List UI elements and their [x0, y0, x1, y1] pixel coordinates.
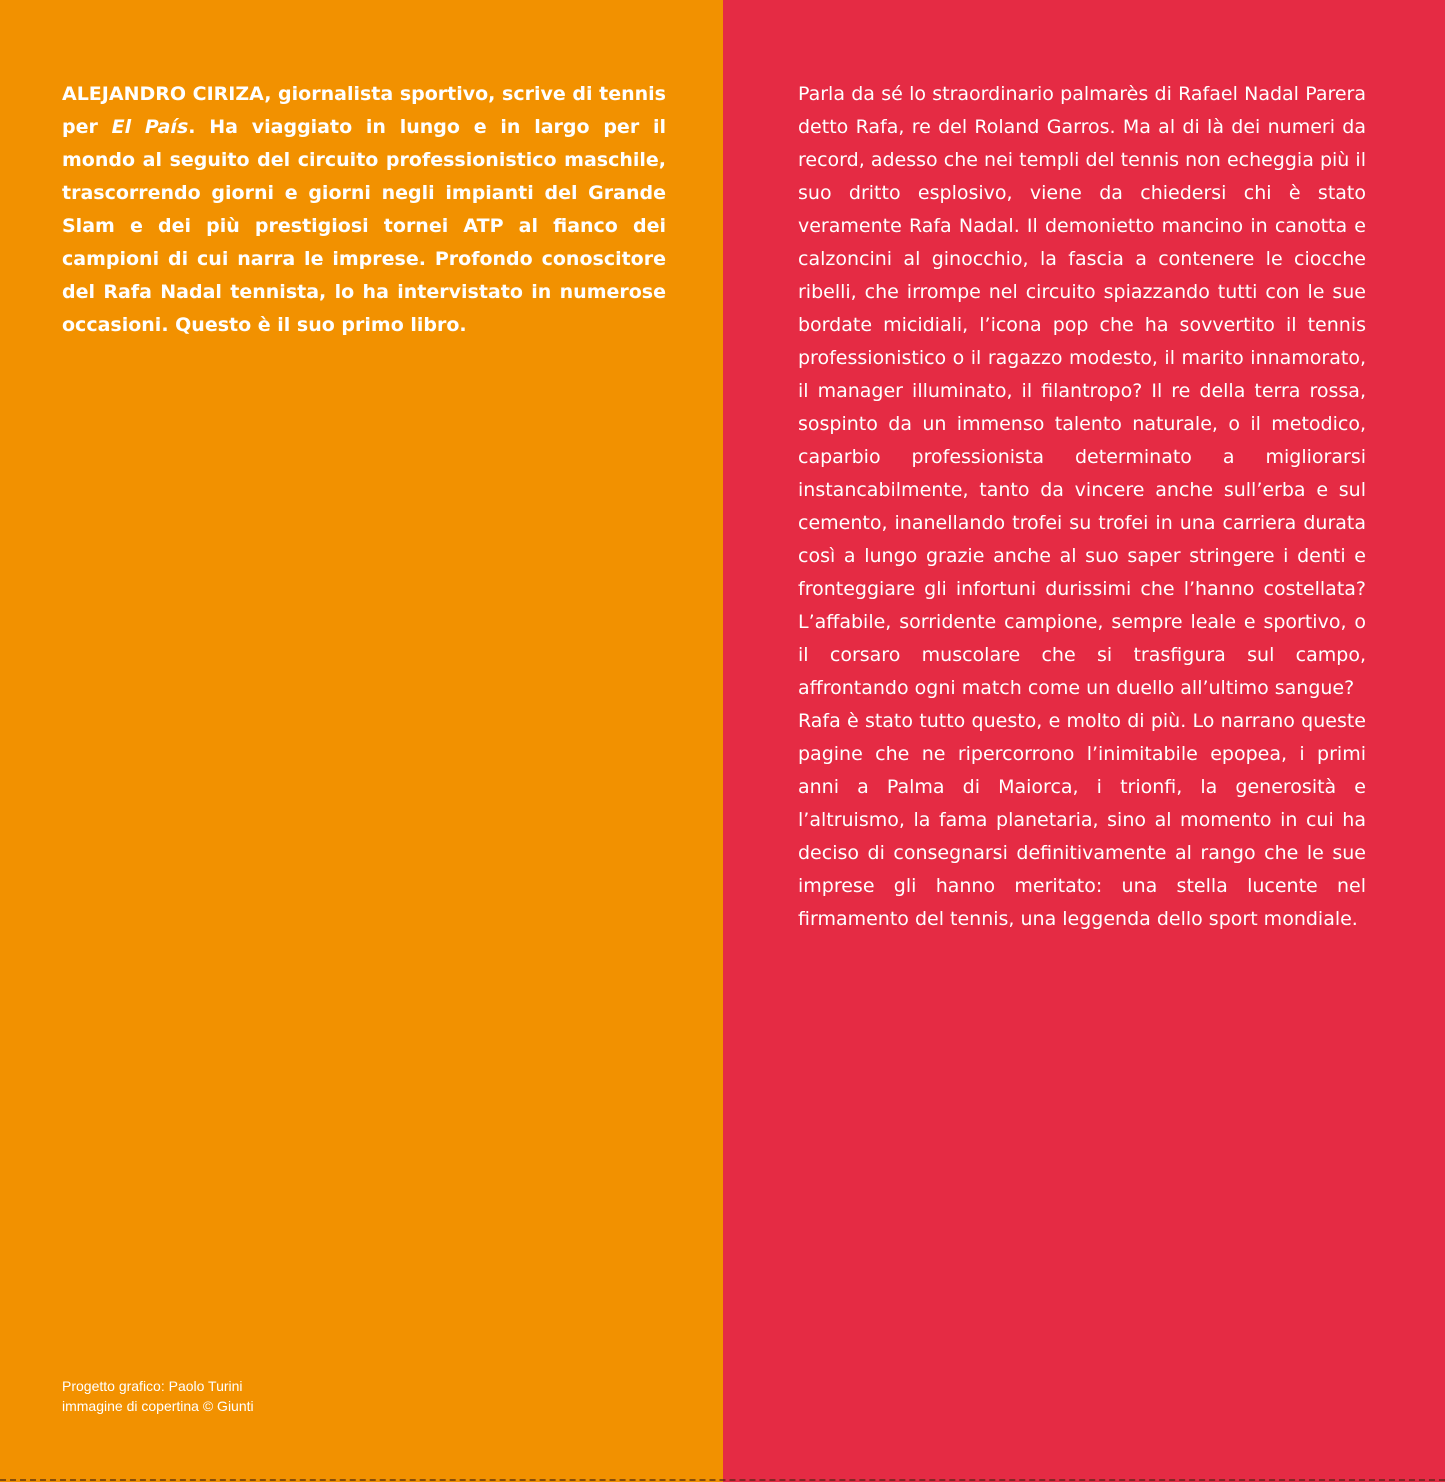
- publication-name: El País: [111, 116, 189, 138]
- author-bio-text-1: , giornalista sportivo, scrive di tennis per: [62, 83, 666, 138]
- trim-line: [0, 1479, 1445, 1481]
- credits: [62, 1376, 254, 1416]
- cover-image-credit: immagine di copertina © Giunti: [62, 1398, 254, 1414]
- book-blurb: [798, 78, 1366, 936]
- blurb-paragraph-2: Rafa è stato tutto questo, e molto di più. Lo narrano queste pagine che ne ripercorrono l’inimitabile epopea, i primi anni a Palma di Maiorca, i trionfi, la generosità e l’altruismo, la fama planetaria, sino al momento in cui ha deciso di consegnarsi definitivamente al rango che le sue imprese gli hanno meritato: una stella lucente nel firmamento del tennis, una leggenda dello sport mondiale.: [798, 710, 1366, 930]
- author-name: ALEJANDRO CIRIZA: [62, 83, 265, 105]
- blurb-paragraph-1: Parla da sé lo straordinario palmarès di Rafael Nadal Parera detto Rafa, re del Roland Garros. Ma al di là dei numeri da record, adesso che nei templi del tennis non echeggia più il suo dritto esplosivo, viene da chiedersi chi è stato veramente Rafa Nadal. Il demonietto mancino in canotta e calzoncini al ginocchio, la fascia a contenere le ciocche ribelli, che irrompe nel circuito spiazzando tutti con le sue bordate micidiali, l’icona pop che ha sovvertito il tennis professionistico o il ragazzo modesto, il marito innamorato, il manager illuminato, il filantropo? Il re della terra rossa, sospinto da un immenso talento naturale, o il metodico, caparbio professionista determinato a migliorarsi instancabilmente, tanto da vincere anche sull’erba e sul cemento, inanellando trofei su trofei in una carriera durata così a lungo grazie anche al suo saper stringere i denti e fronteggiare gli infortuni durissimi che l’hanno costellata? L’affabile, sorridente campione, sempre leale e sportivo, o il corsaro muscolare che si trasfigura sul campo, affrontando ogni match come un duello all’ultimo sangue?: [798, 83, 1366, 699]
- design-credit: Progetto grafico: Paolo Turini: [62, 1378, 243, 1394]
- author-bio-text-2: . Ha viaggiato in lungo e in largo per il mondo al seguito del circuito professionistico maschile, trascorrendo giorni e giorni negli impianti del Grande Slam e dei più prestigiosi tornei ATP al fianco dei campioni di cui narra le imprese. Profondo conoscitore del Rafa Nadal tennista, lo ha intervistato in numerose occasioni. Questo è il suo primo libro.: [62, 116, 666, 336]
- author-bio: [62, 78, 666, 342]
- front-flap-panel: [723, 0, 1445, 1482]
